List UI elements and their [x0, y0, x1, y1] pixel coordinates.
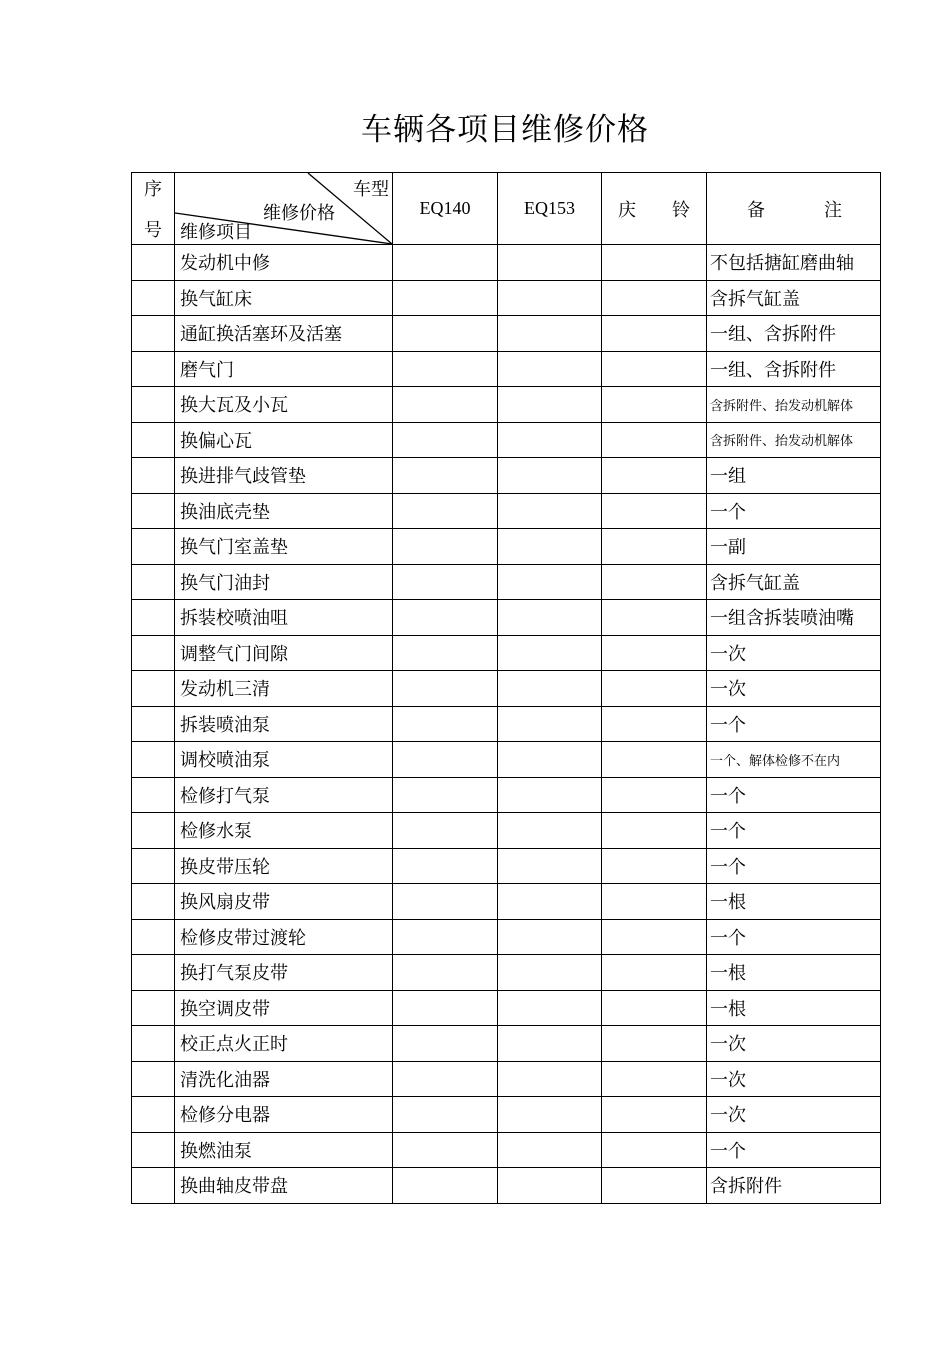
table-row [132, 706, 881, 742]
price-cell-eq140 [393, 422, 498, 458]
item-cell: 换空调皮带 [175, 990, 393, 1026]
model-label: 车型 [353, 179, 389, 200]
price-cell-eq153 [498, 955, 602, 991]
table-row [132, 1026, 881, 1062]
price-cell-qingling [602, 1061, 707, 1097]
diagonal-header-cell [175, 173, 393, 245]
price-cell-qingling [602, 458, 707, 494]
table-row [132, 990, 881, 1026]
price-label: 维修价格 [263, 203, 335, 224]
seq-cell [132, 1026, 175, 1062]
item-cell: 换大瓦及小瓦 [175, 387, 393, 423]
price-cell-eq153 [498, 316, 602, 352]
table-row [132, 742, 881, 778]
price-cell-qingling [602, 706, 707, 742]
price-cell-eq140 [393, 1132, 498, 1168]
note-cell: 一根 [707, 884, 881, 920]
note-cell: 一个 [707, 1132, 881, 1168]
note-cell: 一组 [707, 458, 881, 494]
note-cell: 一副 [707, 529, 881, 565]
item-cell: 调校喷油泵 [175, 742, 393, 778]
item-cell: 换偏心瓦 [175, 422, 393, 458]
note-cell: 一根 [707, 990, 881, 1026]
price-cell-eq153 [498, 919, 602, 955]
price-cell-qingling [602, 635, 707, 671]
note-cell: 一个 [707, 777, 881, 813]
price-cell-eq153 [498, 1026, 602, 1062]
price-cell-eq153 [498, 422, 602, 458]
note-cell: 一次 [707, 671, 881, 707]
price-cell-eq140 [393, 884, 498, 920]
table-row [132, 955, 881, 991]
note-cell: 一组、含拆附件 [707, 316, 881, 352]
price-cell-eq153 [498, 1132, 602, 1168]
note-cell: 含拆气缸盖 [707, 280, 881, 316]
seq-cell [132, 1061, 175, 1097]
seq-cell [132, 1168, 175, 1204]
item-cell: 磨气门 [175, 351, 393, 387]
item-cell: 拆装喷油泵 [175, 706, 393, 742]
item-cell: 调整气门间隙 [175, 635, 393, 671]
price-cell-eq153 [498, 564, 602, 600]
note-cell: 一组含拆装喷油嘴 [707, 600, 881, 636]
table-row [132, 813, 881, 849]
price-cell-eq140 [393, 955, 498, 991]
seq-header-top: 序 [144, 179, 162, 200]
note-cell: 一个 [707, 493, 881, 529]
price-cell-eq140 [393, 1061, 498, 1097]
item-cell: 拆装校喷油咀 [175, 600, 393, 636]
price-cell-eq140 [393, 919, 498, 955]
seq-cell [132, 990, 175, 1026]
seq-cell [132, 777, 175, 813]
table-row [132, 245, 881, 281]
price-cell-qingling [602, 884, 707, 920]
price-cell-eq140 [393, 564, 498, 600]
price-cell-qingling [602, 245, 707, 281]
price-cell-eq153 [498, 458, 602, 494]
item-cell: 发动机中修 [175, 245, 393, 281]
col-header-eq153: EQ153 [498, 173, 602, 245]
note-cell: 含拆附件 [707, 1168, 881, 1204]
table-row [132, 316, 881, 352]
table-row [132, 387, 881, 423]
item-cell: 换气缸床 [175, 280, 393, 316]
seq-cell [132, 564, 175, 600]
table-row [132, 919, 881, 955]
item-cell: 检修水泵 [175, 813, 393, 849]
note-cell: 一个 [707, 813, 881, 849]
price-cell-eq153 [498, 493, 602, 529]
price-cell-eq140 [393, 529, 498, 565]
seq-cell [132, 1132, 175, 1168]
price-cell-eq153 [498, 351, 602, 387]
price-cell-qingling [602, 990, 707, 1026]
item-cell: 换气门油封 [175, 564, 393, 600]
price-cell-eq140 [393, 706, 498, 742]
price-cell-eq153 [498, 387, 602, 423]
table-row [132, 351, 881, 387]
note-cell: 一个 [707, 706, 881, 742]
seq-cell [132, 529, 175, 565]
price-cell-eq140 [393, 1026, 498, 1062]
seq-cell [132, 813, 175, 849]
price-cell-eq140 [393, 316, 498, 352]
price-cell-qingling [602, 316, 707, 352]
price-cell-eq140 [393, 600, 498, 636]
item-cell: 发动机三清 [175, 671, 393, 707]
item-cell: 检修打气泵 [175, 777, 393, 813]
seq-cell [132, 422, 175, 458]
col-header-notes-char1: 备 [747, 199, 765, 221]
col-header-notes [707, 173, 881, 245]
seq-cell [132, 316, 175, 352]
price-cell-eq153 [498, 848, 602, 884]
price-cell-eq140 [393, 1168, 498, 1204]
note-cell: 一个 [707, 919, 881, 955]
price-cell-eq153 [498, 280, 602, 316]
price-cell-eq140 [393, 493, 498, 529]
price-cell-eq140 [393, 671, 498, 707]
item-cell: 换打气泵皮带 [175, 955, 393, 991]
table-row [132, 1168, 881, 1204]
item-cell: 换曲轴皮带盘 [175, 1168, 393, 1204]
table-row [132, 777, 881, 813]
table-row [132, 1132, 881, 1168]
table-row [132, 422, 881, 458]
price-cell-eq140 [393, 245, 498, 281]
note-cell: 一个 [707, 848, 881, 884]
item-cell: 清洗化油器 [175, 1061, 393, 1097]
table-row [132, 600, 881, 636]
price-cell-qingling [602, 280, 707, 316]
price-cell-qingling [602, 1132, 707, 1168]
table-row [132, 564, 881, 600]
price-cell-eq153 [498, 600, 602, 636]
price-cell-eq153 [498, 671, 602, 707]
repair-price-table [131, 172, 881, 1204]
item-cell: 换油底壳垫 [175, 493, 393, 529]
table-row [132, 529, 881, 565]
seq-cell [132, 245, 175, 281]
price-cell-qingling [602, 351, 707, 387]
seq-cell [132, 671, 175, 707]
note-cell: 不包括搪缸磨曲轴 [707, 245, 881, 281]
seq-cell [132, 742, 175, 778]
price-cell-eq140 [393, 777, 498, 813]
col-header-notes-char2: 注 [824, 199, 842, 221]
seq-cell [132, 600, 175, 636]
price-cell-eq140 [393, 458, 498, 494]
seq-cell [132, 635, 175, 671]
price-cell-eq140 [393, 280, 498, 316]
item-cell: 换进排气歧管垫 [175, 458, 393, 494]
price-cell-qingling [602, 564, 707, 600]
table-row [132, 848, 881, 884]
price-cell-eq153 [498, 635, 602, 671]
price-cell-eq153 [498, 706, 602, 742]
price-cell-eq153 [498, 1061, 602, 1097]
seq-cell [132, 884, 175, 920]
price-cell-eq153 [498, 813, 602, 849]
item-cell: 检修皮带过渡轮 [175, 919, 393, 955]
price-cell-eq153 [498, 884, 602, 920]
col-header-qingling-char1: 庆 [618, 199, 636, 221]
price-cell-qingling [602, 422, 707, 458]
price-cell-qingling [602, 848, 707, 884]
price-cell-qingling [602, 1097, 707, 1133]
note-cell: 一次 [707, 635, 881, 671]
price-cell-eq140 [393, 813, 498, 849]
seq-cell [132, 280, 175, 316]
table-row [132, 458, 881, 494]
col-header-qingling [602, 173, 707, 245]
price-cell-qingling [602, 493, 707, 529]
table-row [132, 884, 881, 920]
seq-cell [132, 1097, 175, 1133]
table-row [132, 671, 881, 707]
price-cell-qingling [602, 387, 707, 423]
price-cell-qingling [602, 742, 707, 778]
item-cell: 换燃油泵 [175, 1132, 393, 1168]
price-cell-eq140 [393, 990, 498, 1026]
note-cell: 一次 [707, 1061, 881, 1097]
note-cell: 含拆附件、抬发动机解体 [707, 387, 881, 423]
price-cell-qingling [602, 1026, 707, 1062]
price-cell-qingling [602, 671, 707, 707]
seq-cell [132, 919, 175, 955]
seq-header-cell [132, 173, 175, 245]
table-header-row [132, 173, 881, 245]
seq-cell [132, 351, 175, 387]
note-cell: 一次 [707, 1097, 881, 1133]
note-cell: 含拆气缸盖 [707, 564, 881, 600]
table-row [132, 280, 881, 316]
price-cell-eq153 [498, 777, 602, 813]
item-cell: 换皮带压轮 [175, 848, 393, 884]
price-cell-eq140 [393, 635, 498, 671]
price-cell-eq153 [498, 1097, 602, 1133]
item-cell: 通缸换活塞环及活塞 [175, 316, 393, 352]
note-cell: 一组、含拆附件 [707, 351, 881, 387]
table-row [132, 1061, 881, 1097]
item-label: 维修项目 [180, 222, 252, 243]
note-cell: 一次 [707, 1026, 881, 1062]
seq-cell [132, 706, 175, 742]
note-cell: 一根 [707, 955, 881, 991]
price-cell-eq140 [393, 1097, 498, 1133]
seq-header-bottom: 号 [144, 220, 162, 241]
note-cell: 含拆附件、抬发动机解体 [707, 422, 881, 458]
seq-cell [132, 493, 175, 529]
item-cell: 检修分电器 [175, 1097, 393, 1133]
table-row [132, 635, 881, 671]
item-cell: 换风扇皮带 [175, 884, 393, 920]
price-cell-qingling [602, 1168, 707, 1204]
table-row [132, 1097, 881, 1133]
seq-cell [132, 955, 175, 991]
price-cell-qingling [602, 529, 707, 565]
price-cell-qingling [602, 813, 707, 849]
price-cell-eq140 [393, 351, 498, 387]
item-cell: 换气门室盖垫 [175, 529, 393, 565]
price-cell-eq140 [393, 848, 498, 884]
table-row [132, 493, 881, 529]
price-cell-eq153 [498, 245, 602, 281]
price-cell-qingling [602, 600, 707, 636]
price-cell-qingling [602, 777, 707, 813]
col-header-qingling-char2: 铃 [672, 199, 690, 221]
price-cell-qingling [602, 919, 707, 955]
seq-cell [132, 387, 175, 423]
price-cell-eq153 [498, 529, 602, 565]
price-cell-eq140 [393, 742, 498, 778]
item-cell: 校正点火正时 [175, 1026, 393, 1062]
price-cell-eq153 [498, 742, 602, 778]
seq-cell [132, 848, 175, 884]
seq-cell [132, 458, 175, 494]
price-cell-eq153 [498, 1168, 602, 1204]
price-cell-eq153 [498, 990, 602, 1026]
price-cell-eq140 [393, 387, 498, 423]
col-header-eq140: EQ140 [393, 173, 498, 245]
note-cell: 一个、解体检修不在内 [707, 742, 881, 778]
price-cell-qingling [602, 955, 707, 991]
page-title: 车辆各项目维修价格 [361, 112, 649, 148]
